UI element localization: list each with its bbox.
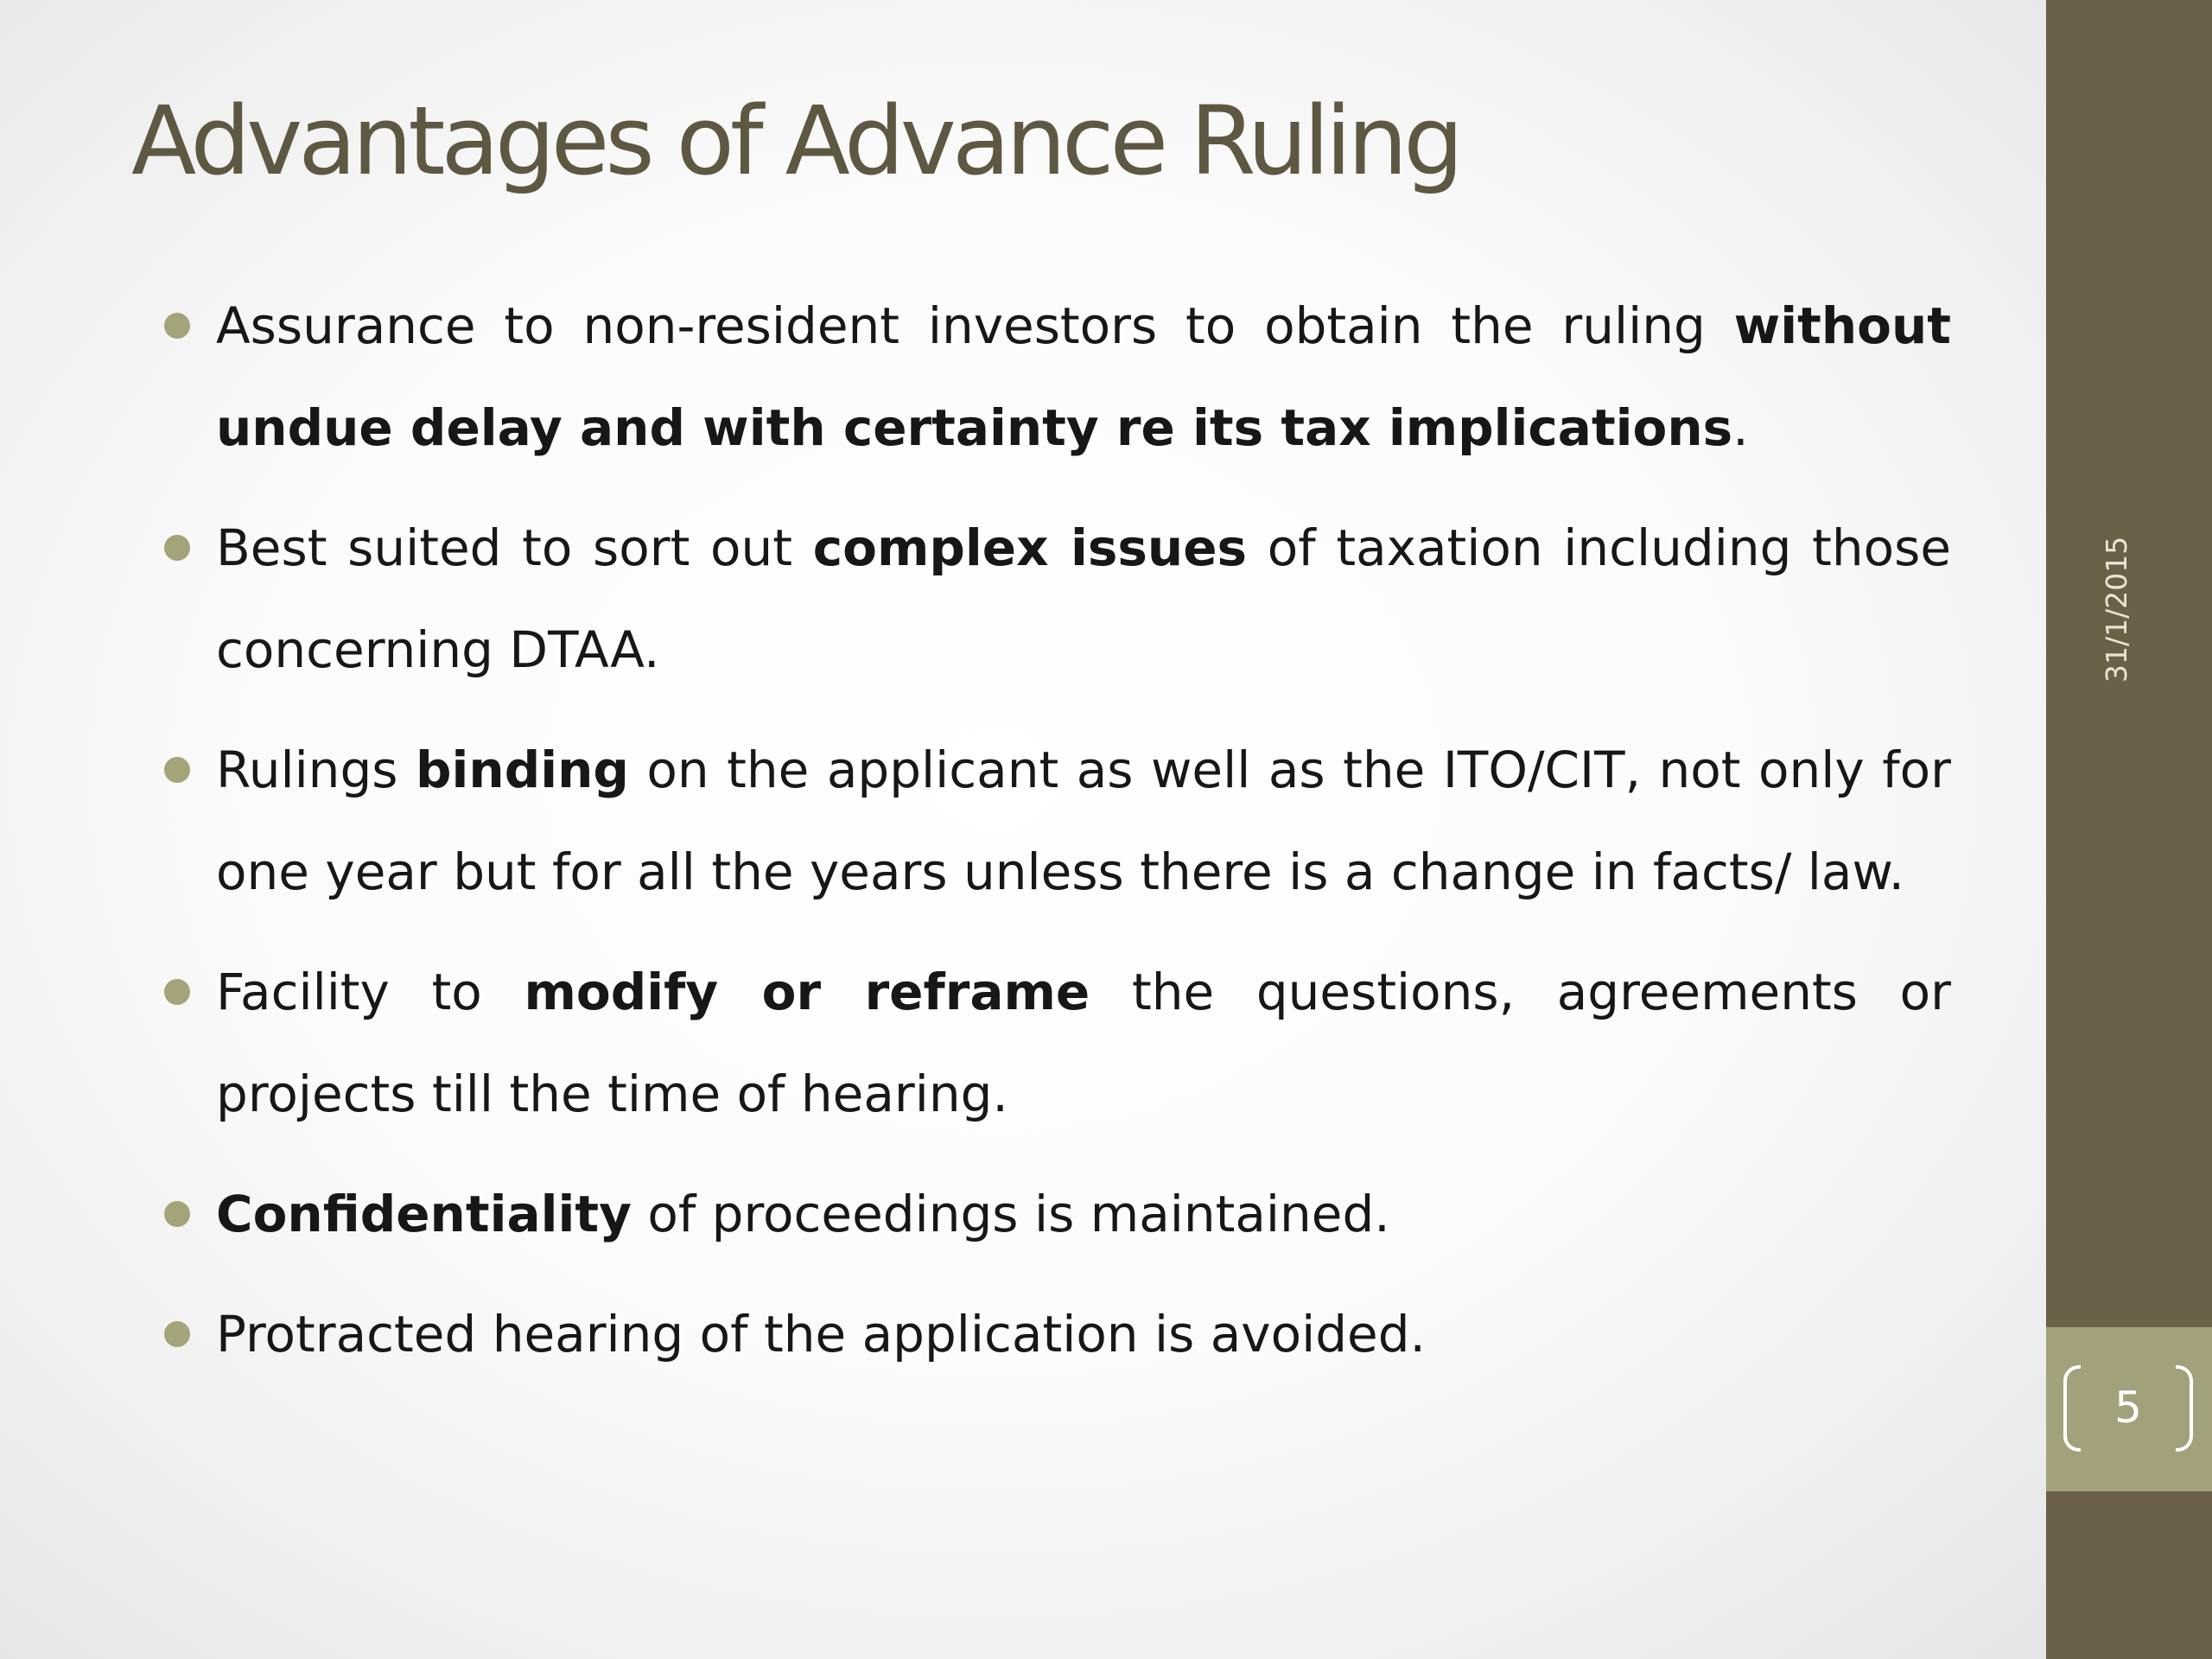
bullet-text-bold: binding <box>416 741 629 799</box>
bullet-text: . <box>1732 398 1749 457</box>
bullet-text: Protracted hearing of the application is avoided. <box>216 1305 1426 1363</box>
bullet-text-bold: modify or reframe <box>524 963 1090 1021</box>
left-brace-icon <box>2063 1365 2081 1452</box>
bullet-text: Best suited to sort out <box>216 518 813 577</box>
slide-date: 31/1/2015 <box>2100 536 2133 683</box>
slide-number-box <box>2046 1327 2212 1491</box>
bullet-item <box>164 1163 1951 1265</box>
bullet-dot-icon <box>164 1321 190 1347</box>
bullet-text: of taxation including those concerning DTAA. <box>216 518 1952 679</box>
bullet-text: Facility to <box>216 963 524 1021</box>
bullet-text: of proceedings is maintained. <box>631 1185 1390 1243</box>
bullet-item <box>164 1283 1951 1385</box>
slide-number: 5 <box>2114 1382 2142 1433</box>
bullet-text: on the applicant as well as the ITO/CIT, not only for one year but for all the years unless there is a change in facts/ law. <box>216 741 1951 901</box>
bullet-text-bold: Confidentiality <box>216 1185 632 1243</box>
bullet-dot-icon <box>164 757 190 783</box>
bullet-text: the questions, agreements or projects till the time of hearing. <box>216 963 1951 1123</box>
right-brace-icon <box>2176 1365 2193 1452</box>
bullet-item <box>164 719 1951 923</box>
bullet-item <box>164 941 1951 1145</box>
bullet-list <box>164 275 1951 1385</box>
bullet-dot-icon <box>164 1201 190 1227</box>
bullet-text: Assurance to non-resident investors to obtain the ruling <box>216 296 1734 355</box>
slide-title: Advantages of Advance Ruling <box>131 86 1460 196</box>
bullet-dot-icon <box>164 979 190 1005</box>
bullet-text: Rulings <box>216 741 416 799</box>
bullet-text-bold: without undue delay and with certainty re its tax implications <box>216 296 1951 457</box>
bullet-dot-icon <box>164 535 190 561</box>
bullet-item <box>164 275 1951 479</box>
bullet-item <box>164 497 1951 701</box>
bullet-text-bold: complex issues <box>812 518 1248 577</box>
bullet-dot-icon <box>164 313 190 339</box>
